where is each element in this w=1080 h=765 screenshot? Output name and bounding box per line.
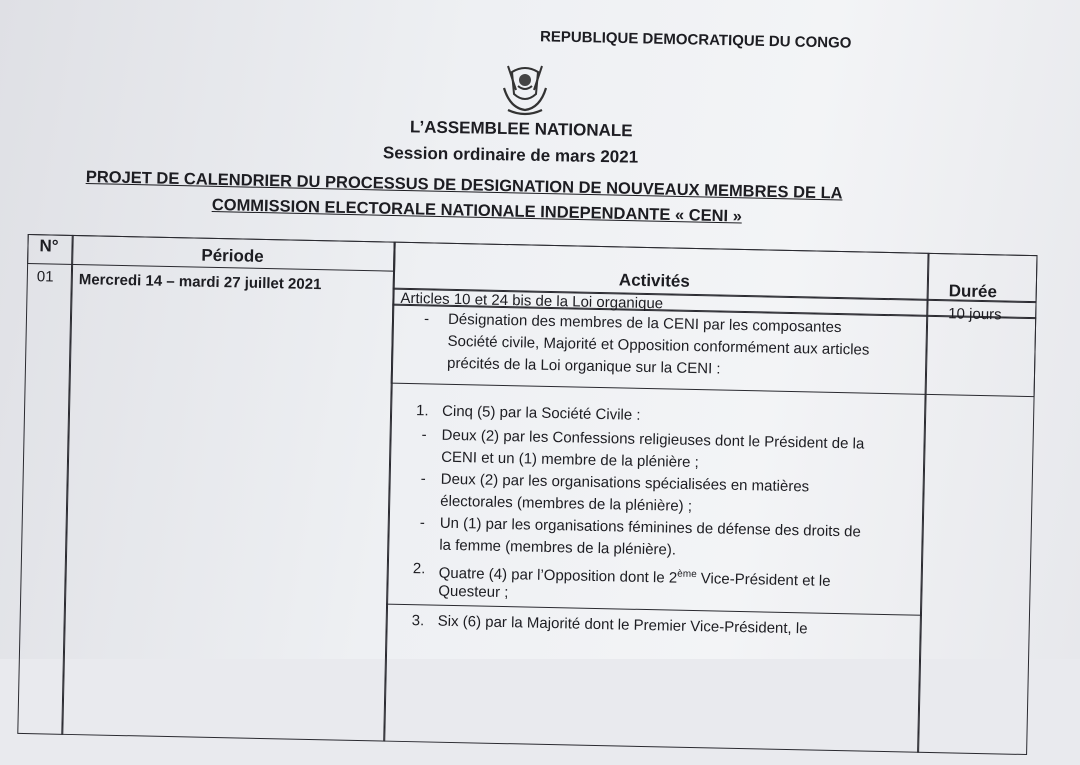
sub2-line1: Deux (2) par les organisations spécialisées en matières <box>440 470 810 496</box>
item3-marker: 3. <box>411 612 425 630</box>
row-article: Articles 10 et 24 bis de la Loi organique <box>400 289 664 313</box>
designation-line3: précités de la Loi organique sur la CENI : <box>446 354 721 378</box>
sub1-marker: - <box>421 426 427 444</box>
item3-line1: Six (6) par la Majorité dont le Premier Vice-Président, le <box>437 612 808 638</box>
col-period <box>61 235 395 742</box>
sub3-marker: - <box>419 514 425 532</box>
document-title-line1: PROJET DE CALENDRIER DU PROCESSUS DE DESIGNATION DE NOUVEAUX MEMBRES DE LA <box>85 168 843 203</box>
item1-text: Cinq (5) par la Société Civile : <box>441 402 641 424</box>
item1-marker: 1. <box>415 402 429 420</box>
item2-text-b: Vice-Président et le <box>696 570 831 590</box>
dash-marker: - <box>423 310 430 328</box>
calendar-table <box>17 222 1080 765</box>
sub2-marker: - <box>420 470 426 488</box>
item2-line2: Questeur ; <box>438 582 509 602</box>
header-period: Période <box>201 245 264 266</box>
row-duration: 10 jours <box>948 305 1002 324</box>
coat-of-arms-icon <box>490 60 560 120</box>
row-period: Mercredi 14 – mardi 27 juillet 2021 <box>78 271 322 294</box>
header-duration: Durée <box>948 281 998 302</box>
sub1-line1: Deux (2) par les Confessions religieuses dont le Président de la <box>441 426 865 453</box>
item2-superscript: ème <box>677 568 697 581</box>
header-activities: Activités <box>618 270 690 291</box>
session-heading: Session ordinaire de mars 2021 <box>382 143 639 167</box>
row-number: 01 <box>36 268 54 286</box>
designation-line1: Désignation des membres de la CENI par les composantes <box>447 310 842 337</box>
designation-line2: Société civile, Majorité et Opposition conformément aux articles <box>447 332 870 359</box>
header-no: N° <box>39 236 59 256</box>
sub3-line1: Un (1) par les organisations féminines de défense des droits de <box>439 514 861 541</box>
sub3-line2: la femme (membres de la plénière). <box>439 536 677 559</box>
item2-text-a: Quatre (4) par l’Opposition dont le 2 <box>438 564 678 587</box>
document-title-line2: COMMISSION ELECTORALE NATIONALE INDEPENDANTE « CENI » <box>211 196 743 226</box>
institution-heading: L’ASSEMBLEE NATIONALE <box>409 117 633 141</box>
country-heading: REPUBLIQUE DEMOCRATIQUE DU CONGO <box>539 28 852 52</box>
sub1-line2: CENI et un (1) membre de la plénière ; <box>440 448 699 472</box>
item2-marker: 2. <box>412 560 426 578</box>
sub2-line2: électorales (membres de la plénière) ; <box>440 492 693 515</box>
